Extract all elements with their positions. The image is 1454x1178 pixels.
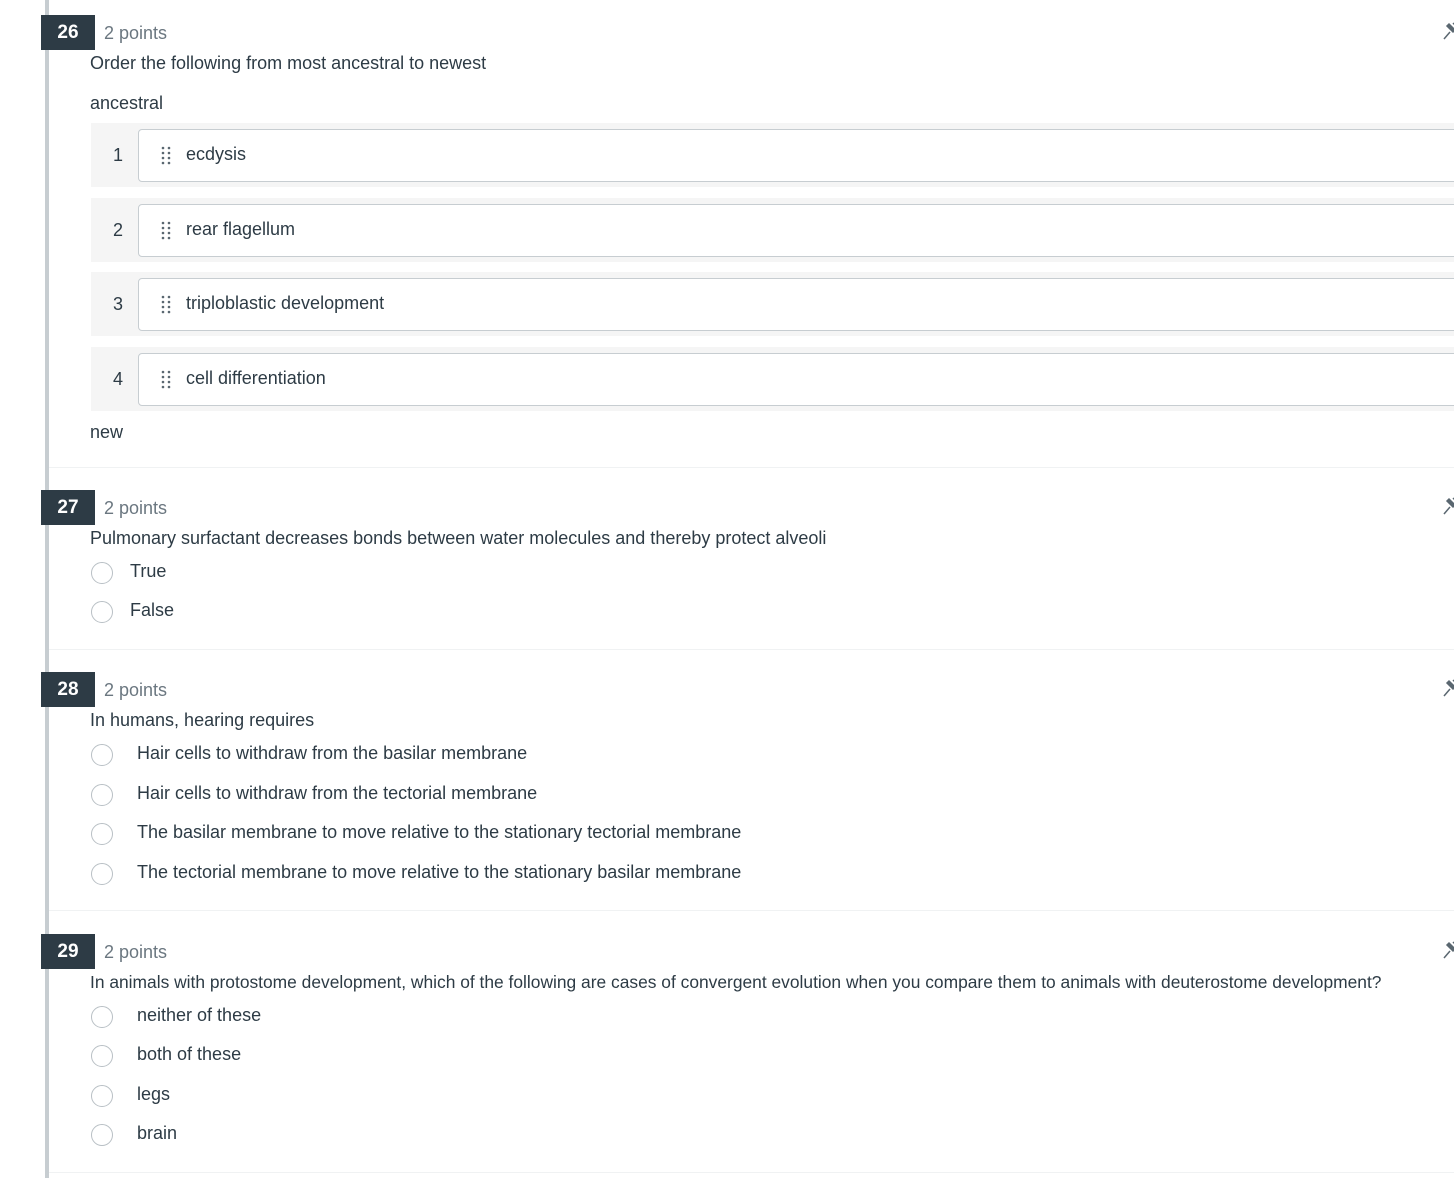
question-points: 2 points [104,680,168,700]
drag-handle-icon[interactable] [161,295,171,315]
question-number: 27 [41,490,95,525]
drag-handle-icon[interactable] [161,370,171,390]
question-prompt: Pulmonary surfactant decreases bonds between water molecules and thereby protect alveoli [90,528,827,548]
radio-button[interactable] [91,823,113,845]
option-label: legs [137,1084,171,1104]
answer-label: rear flagellum [186,219,296,239]
drag-handle-icon[interactable] [161,146,171,166]
radio-button[interactable] [91,744,113,766]
ordering-row [91,347,1454,411]
draggable-answer[interactable] [138,129,1454,182]
answer-label: ecdysis [186,144,247,164]
pin-icon[interactable] [1440,19,1454,43]
pin-icon[interactable] [1440,676,1454,700]
radio-button[interactable] [91,784,113,806]
ordering-position: 1 [113,145,124,165]
option-label: Hair cells to withdraw from the basilar membrane [137,743,528,763]
question-points: 2 points [104,942,168,962]
ordering-position: 2 [113,220,124,240]
pin-icon[interactable] [1440,938,1454,962]
option-label: Hair cells to withdraw from the tectorial membrane [137,783,538,803]
option-label: The basilar membrane to move relative to the stationary tectorial membrane [137,822,742,842]
radio-button[interactable] [91,601,113,623]
ordering-row [91,198,1454,262]
radio-button[interactable] [91,562,113,584]
ordering-bottom-label: new [90,422,124,442]
question-prompt: Order the following from most ancestral to newest [90,53,487,73]
radio-button[interactable] [91,1124,113,1146]
question-prompt: In humans, hearing requires [90,710,315,730]
radio-button[interactable] [91,1085,113,1107]
ordering-position: 4 [113,369,124,389]
question-number: 29 [41,934,95,969]
option-label: neither of these [137,1005,262,1025]
radio-button[interactable] [91,1045,113,1067]
option-label: False [130,600,175,620]
ordering-position: 3 [113,294,124,314]
option-label: brain [137,1123,178,1143]
question-points: 2 points [104,23,168,43]
pin-icon[interactable] [1440,494,1454,518]
option-label: The tectorial membrane to move relative to the stationary basilar membrane [137,862,742,882]
option-label: True [130,561,167,581]
answer-label: triploblastic development [186,293,385,313]
draggable-answer[interactable] [138,353,1454,406]
ordering-row [91,272,1454,336]
answer-label: cell differentiation [186,368,326,388]
ordering-row [91,123,1454,187]
question-27 [49,490,1454,650]
question-number: 26 [41,15,95,50]
question-prompt: In animals with protostome development, which of the following are cases of convergent evolution when you compare them to animals with deuterostome development? [90,972,1382,992]
radio-button[interactable] [91,1006,113,1028]
ordering-top-label: ancestral [90,93,164,113]
drag-handle-icon[interactable] [161,221,171,241]
option-label: both of these [137,1044,242,1064]
draggable-answer[interactable] [138,204,1454,257]
question-26 [49,15,1454,468]
question-28 [49,672,1454,911]
draggable-answer[interactable] [138,278,1454,331]
question-29 [49,934,1454,1173]
question-points: 2 points [104,498,168,518]
radio-button[interactable] [91,863,113,885]
question-number: 28 [41,672,95,707]
